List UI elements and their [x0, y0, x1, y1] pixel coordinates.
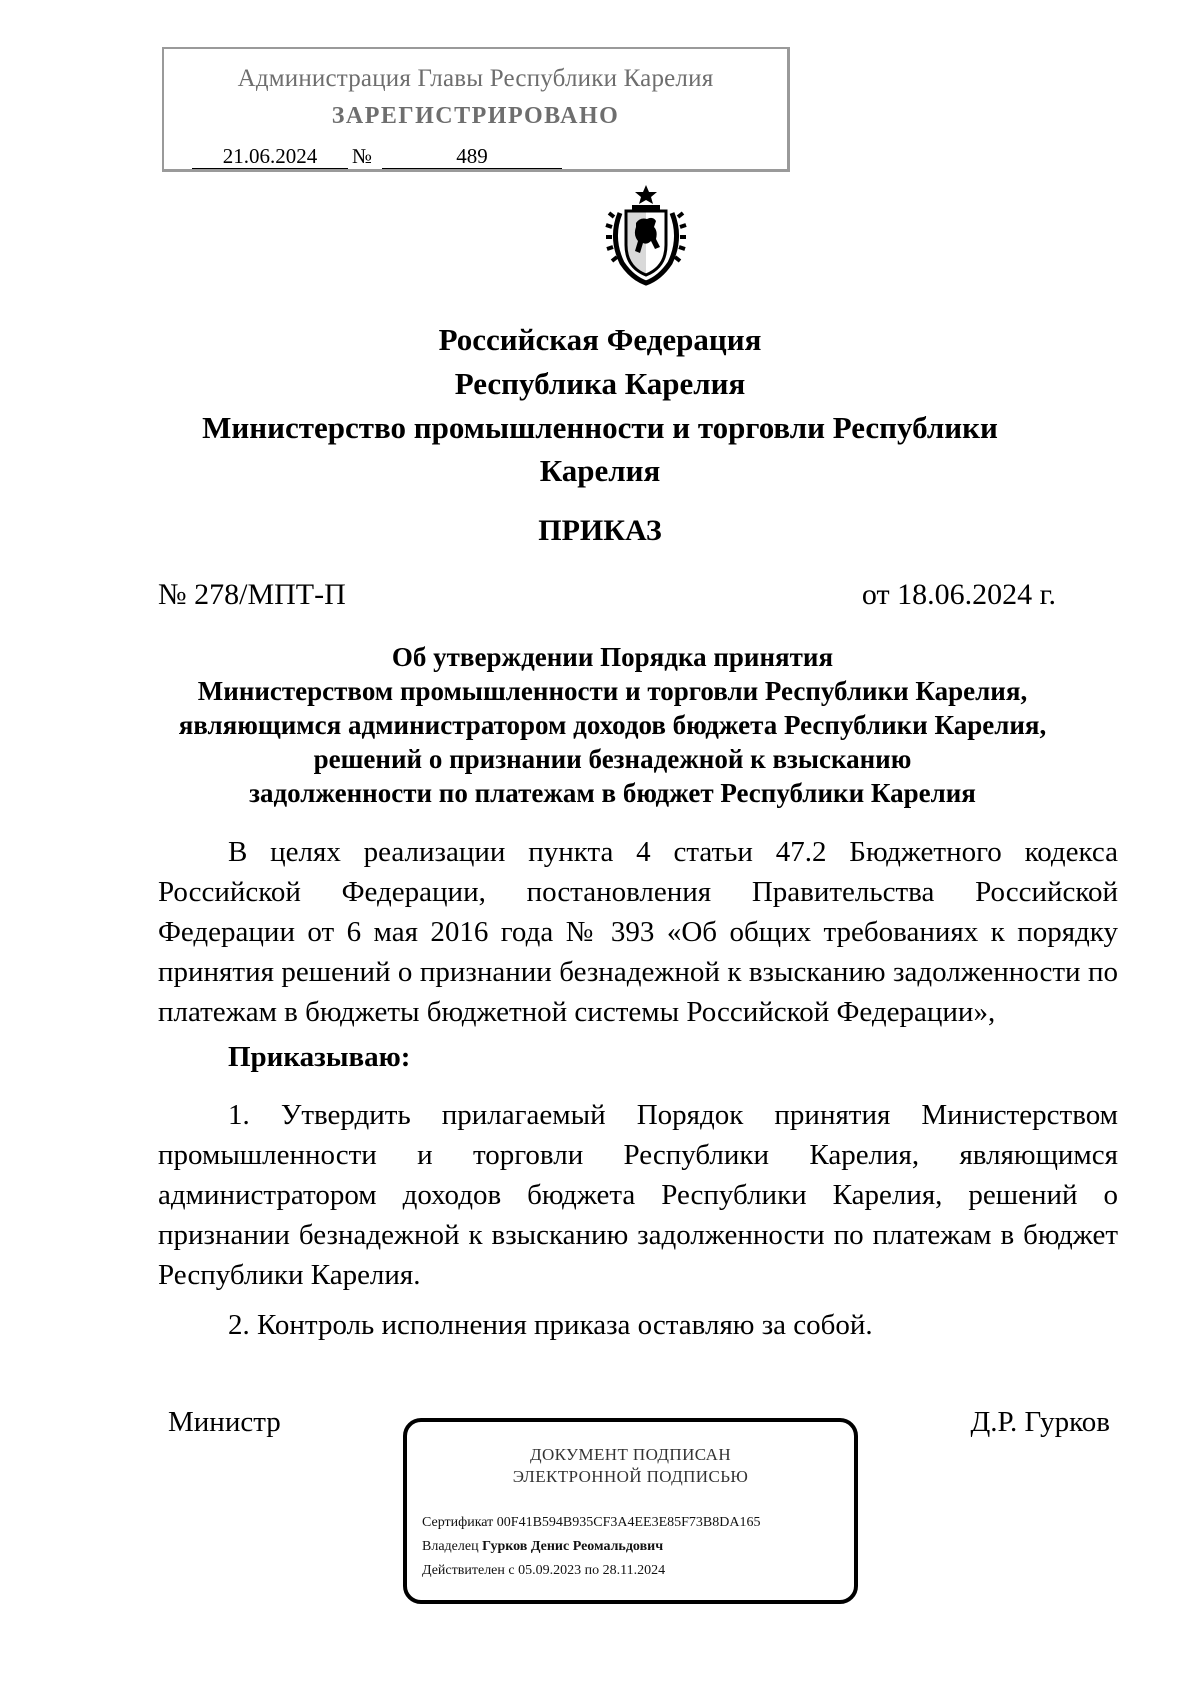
header-ministry-line1: Министерство промышленности и торговли Республики [202, 410, 998, 445]
subject-line: Об утверждении Порядка принятия [391, 642, 834, 672]
header-region: Республика Карелия [454, 366, 746, 401]
decree-word: Приказываю: [228, 1041, 411, 1073]
order-date: от 18.06.2024 г. [861, 578, 1056, 611]
registration-number: 489 [382, 144, 562, 169]
electronic-signature-stamp [403, 1418, 858, 1604]
esign-title-line2: ЭЛЕКТРОННОЙ ПОДПИСЬЮ [512, 1467, 749, 1486]
signer-position: Министр [168, 1406, 281, 1438]
esign-valid-to-label: по [584, 1563, 600, 1578]
signer-name: Д.Р. Гурков [970, 1406, 1110, 1438]
registration-status: ЗАРЕГИСТРИРОВАНО [331, 103, 620, 129]
esign-title-line1: ДОКУМЕНТ ПОДПИСАН [529, 1445, 732, 1464]
esign-valid-to: 28.11.2024 [602, 1563, 666, 1578]
esign-certificate-label: Сертификат [422, 1515, 494, 1530]
registration-date: 21.06.2024 [192, 144, 348, 169]
registration-stamp [162, 47, 790, 172]
order-item-1: 1. Утвердить прилагаемый Порядок принятия Министерством промышленности и торговли Республики Карелия, являющимся администратором доходов бюджета Республики Карелия, решений о признании безнадежной к взысканию задолженности по платежам в бюджет Республики Карелия. [158, 1099, 1118, 1291]
esign-validity [422, 1562, 665, 1580]
esign-owner-value: Гурков Денис Реомальдович [482, 1539, 664, 1554]
esign-owner [422, 1538, 663, 1556]
subject-line: решений о признании безнадежной к взысканию [313, 744, 912, 774]
esign-certificate [422, 1514, 760, 1532]
esign-owner-label: Владелец [422, 1539, 479, 1554]
karelia-coat-of-arms-icon [600, 183, 692, 286]
subject-line: являющимся администратором доходов бюджета Республики Карелия, [178, 710, 1047, 740]
registration-organization: Администрация Главы Республики Карелия [237, 65, 714, 92]
esign-certificate-value: 00F41B594B935CF3A4EE3E85F73B8DA165 [496, 1515, 761, 1530]
order-number: № 278/МПТ-П [158, 578, 346, 611]
order-item-2: 2. Контроль исполнения приказа оставляю за собой. [228, 1309, 873, 1341]
order-subject [150, 640, 1075, 810]
header-ministry-line2: Карелия [539, 453, 661, 488]
subject-line: задолженности по платежам в бюджет Республики Карелия [249, 778, 976, 808]
subject-line: Министерством промышленности и торговли Республики Карелия, [197, 676, 1028, 706]
preamble-paragraph: В целях реализации пункта 4 статьи 47.2 Бюджетного кодекса Российской Федерации, постановления Правительства Российской Федерации от 6 мая 2016 года № 393 «Об общих требованиях к порядку принятия решений о признании безнадежной к взысканию задолженности по платежам в бюджеты бюджетной системы Российской Федерации», [158, 836, 1118, 1028]
esign-valid-from-label: Действителен с [422, 1563, 515, 1578]
registration-number-label: № [352, 144, 373, 168]
esign-valid-from: 05.09.2023 [518, 1563, 582, 1578]
document-type: ПРИКАЗ [538, 514, 662, 547]
header-country: Российская Федерация [438, 322, 762, 357]
